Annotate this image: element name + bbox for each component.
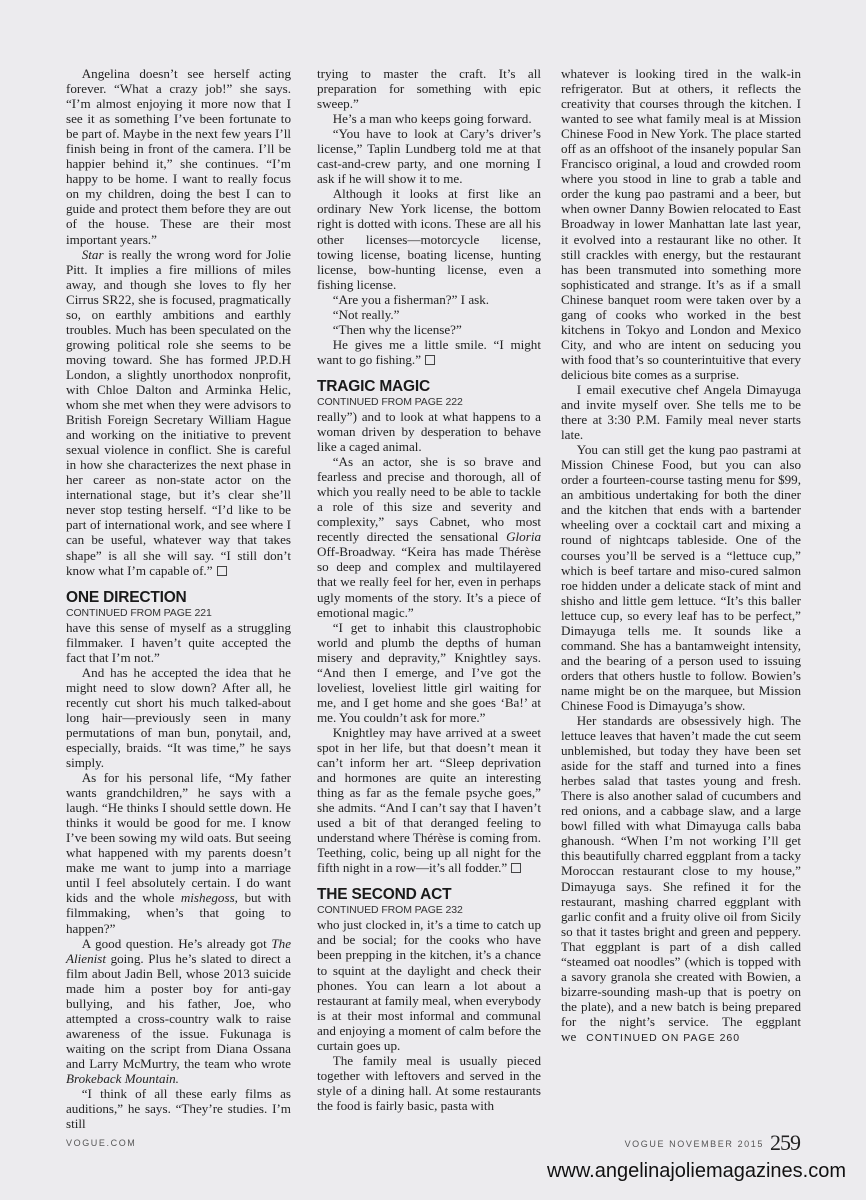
continued-from-label: CONTINUED FROM PAGE 232	[317, 904, 463, 917]
text-run: “Not really.”	[332, 306, 400, 322]
section-header	[317, 378, 541, 409]
paragraph	[317, 337, 541, 367]
end-mark-icon	[511, 863, 521, 873]
text-run: He gives me a little smile. “I might want to go fishing.”	[317, 336, 541, 367]
text-run: have this sense of myself as a struggling filmmaker. I haven’t quite accepted the fact that I’m not.”	[66, 619, 291, 665]
paragraph	[317, 307, 541, 322]
paragraph	[66, 1086, 291, 1131]
paragraph	[317, 454, 541, 620]
text-run: “Are you a fisherman?” I ask.	[332, 291, 490, 307]
paragraph	[317, 725, 541, 875]
italic-text-run: Star	[81, 246, 104, 262]
text-run: who just clocked in, it’s a time to catch up and be social; for the cooks who have been prepping in the kitchen, it’s a chance to squint at the daylight and check their phones. You can learn a lot about a restaurant at family meal, when everybody is at their most informal and communal and enjoying a moment of calm before the curtain goes up.	[317, 917, 541, 1053]
paragraph	[561, 66, 801, 382]
section-header	[317, 886, 541, 917]
text-run: “You have to look at Cary’s driver’s license,” Taplin Lundberg told me at that cast-and-crew party, and one morning I ask if he will show it to me.	[317, 126, 541, 187]
text-run: Her standards are obsessively high. The lettuce leaves that haven’t made the cut seem unblemished, but today they have been set aside for the staff and turned into a fines herbes salad that tastes young and fresh. There is also another salad of cucumbers and red onions, and a cabbage slaw, and a large bowl filled with what Dimayuga calls baba ghanoush. “When I’m not working I’ll get this beautifully charred eggplant from a tacky Moroccan restaurant close to my house,” Dimayuga says. She refined it for the restaurant, mashing charred eggplant with garlic confit and a fruity olive oil from Sicily so that it tastes bright and green and peppery. That eggplant is part of a dish called “steamed oat noodles” (which is topped with a savory granola she created with Bowien, a bizarre-sounding mash-up that is poetry on the plate), and a new batch is being prepared for the night’s service. The eggplant we	[561, 713, 801, 1044]
text-run: A good question. He’s already got	[81, 935, 272, 951]
text-run: The family meal is usually pieced together with leftovers and served in the style of a dining hall. At some restaurants the food is fairly basic, pasta with	[317, 1052, 541, 1113]
paragraph	[66, 620, 291, 665]
paragraph	[66, 66, 291, 247]
footer-website: VOGUE.COM	[66, 1138, 137, 1148]
section-title: THE SECOND ACT	[317, 886, 452, 904]
paragraph	[561, 442, 801, 713]
paragraph	[317, 1053, 541, 1113]
page-number: 259	[770, 1130, 800, 1155]
paragraph	[317, 292, 541, 307]
section-title: ONE DIRECTION	[66, 588, 187, 606]
watermark-url: www.angelinajoliemagazines.com	[546, 1160, 846, 1182]
section-title: TRAGIC MAGIC	[317, 377, 430, 395]
end-mark-icon	[425, 355, 435, 365]
text-run: trying to master the craft. It’s all preparation for something with epic sweep.”	[317, 66, 541, 112]
end-mark-icon	[217, 566, 227, 576]
paragraph	[66, 936, 291, 1086]
continued-on-label: CONTINUED ON PAGE 260	[586, 1032, 741, 1044]
text-run: Although it looks at first like an ordinary New York license, the bottom right is dotted with icons. These are all his other licenses—motorcycle license, towing license, boating license, hunting license, bow-hunting license, even a fishing license.	[317, 186, 541, 292]
text-run: As for his personal life, “My father wants grandchildren,” he says with a laugh. “He thinks I should settle down. He thinks it would be good for me. I know I’ve been sowing my wild oats. But seeing what happened with my parents doesn’t make me want to jump into a marriage until I feel absolutely certain. I do want kids and the whole	[66, 770, 291, 906]
text-run: “I think of all these early films as auditions,” he says. “They’re studies. I’m still	[66, 1086, 291, 1132]
paragraph	[317, 322, 541, 337]
text-run: going. Plus he’s slated to direct a film about Jadin Bell, whose 2013 suicide made him a poster boy for anti-gay bullying, and his father, Joe, who attempted a cross-country walk to raise awareness of the issue. Fukunaga is waiting on the script from Diana Ossana and Larry McMurtry, the team who wrote	[66, 950, 291, 1071]
article-column-1	[66, 66, 291, 1131]
italic-text-run: The Alienist	[66, 935, 291, 966]
italic-text-run: Gloria	[506, 529, 541, 545]
italic-text-run: mishegoss,	[180, 890, 238, 906]
article-column-3	[561, 66, 801, 1046]
continued-from-label: CONTINUED FROM PAGE 222	[317, 395, 463, 408]
paragraph	[66, 770, 291, 936]
text-run: really”) and to look at what happens to a woman driven by desperation to behave like a caged animal.	[317, 408, 541, 455]
text-run: but with filmmaking, when’s that going to happen?”	[66, 890, 291, 936]
issue-label: VOGUE NOVEMBER 2015	[624, 1139, 764, 1149]
paragraph	[317, 917, 541, 1052]
text-run: is really the wrong word for Jolie Pitt. It implies a fire millions of miles away, and though she loves to fly her Cirrus SR22, she is focused, pragmatically so, on earthly ambitions and earthly troubles. Much has been speculated on the growing political role she seems to be moving toward. She has formed JP.D.H London, a slightly unorthodox nonprofit, with Chloe Dalton and Arminka Helic, whom she met when they were advisors to British Foreign Secretary William Hague and working on the initiative to prevent sexual violence in conflict. She is careful in how she characterizes the next phase in her career as non-state actor on the international stage, but it’s clear she’ll never stop testing herself. “I’d like to be part of international work, and see where I can be useful, whatever way that takes shape” is all she will say. “I still don’t know what I’m capable of.”	[66, 246, 291, 578]
text-run: I email executive chef Angela Dimayuga and invite myself over. She tells me to be there at 3:30 P.M. Family meal never starts late.	[561, 381, 801, 443]
text-run: He’s a man who keeps going forward.	[332, 111, 532, 127]
paragraph	[317, 111, 541, 126]
text-run: whatever is looking tired in the walk-in refrigerator. But at others, it reflects the creativity that courses through the kitchen. I wanted to see what family meal is at Mission Chinese Food in New York. The place started off as an offshoot of the insanely popular San Francisco original, a loud and crowded room where you stood in line to grab a table and order the kung pao pastrami and a beer, but when owner Danny Bowien relocated to East Broadway in lower Manhattan late last year, it evolved into a restaurant like no other. It still crackles with energy, but the restaurant has been transmuted into something more sophisticated and strange. It’s as if a small Chinese banquet room were taken over by a gang of cooks who worked in the best kitchens in Tokyo and London and Mexico City, and who are intent on seducing you with food that’s so counterintuitive that every delicious bite comes as a surprise.	[561, 66, 801, 382]
paragraph	[317, 126, 541, 186]
text-run: Angelina doesn’t see herself acting forever. “What a crazy job!” she says. “I’m almost enjoying it more now that I see it as something I’ve been fortunate to be part of. Maybe in the next few years I’ll finish being in front of the camera. I’ll be happier behind it,” she continues. “I’m happy to be home. I want to really focus on my children, doing the best I can to guide and protect them before they are out of the house. These are their most important years.”	[66, 66, 291, 247]
continued-from-label: CONTINUED FROM PAGE 221	[66, 606, 212, 619]
footer-issue	[625, 1130, 800, 1156]
section-header	[66, 589, 291, 620]
paragraph	[317, 620, 541, 725]
paragraph	[66, 247, 291, 578]
text-run: Off-Broadway. “Keira has made Thérèse so deep and complex and multilayered that we really feel for her, even in perhaps ugly moments of the story. It’s a piece of emotional magic.”	[317, 544, 541, 620]
text-run: Knightley may have arrived at a sweet spot in her life, but that doesn’t mean it can’t inform her art. “Sleep deprivation and hormones are quite an interesting thing as far as the female psyche goes,” she admits. “And I can’t say that I haven’t used a bit of that deranged feeling to understand where Thérèse is coming from. Teething, colic, being up all night for the fifth night in a row—it’s all fodder.”	[317, 724, 541, 876]
text-run: “As an actor, she is so brave and fearless and precise and thorough, all of which you really need to be able to tackle a role of this size and severity and complexity,” says Cabnet, who most recently directed the sensational	[317, 454, 541, 545]
paragraph	[317, 409, 541, 454]
paragraph	[561, 382, 801, 442]
text-run: And has he accepted the idea that he might need to slow down? After all, he recently cut short his much talked-about long hair—previously seen in many permutations of man bun, ponytail, and, especially, braids. “It was time,” he says simply.	[66, 664, 291, 771]
paragraph	[561, 713, 801, 1046]
italic-text-run: Brokeback Mountain.	[66, 1071, 179, 1086]
article-column-2	[317, 66, 541, 1113]
paragraph	[317, 186, 541, 291]
text-run: “I get to inhabit this claustrophobic world and plumb the depths of human misery and depravity,” Knightley says. “And then I emerge, and I’ve got the loveliest, loveliest little girl waiting for me, and I get home and she goes ‘Ba!’ at me. You couldn’t ask for more.”	[317, 619, 541, 725]
paragraph	[66, 665, 291, 770]
text-run: “Then why the license?”	[332, 321, 462, 337]
paragraph	[317, 66, 541, 111]
text-run: You can still get the kung pao pastrami at Mission Chinese Food, but you can also order a fourteen-course tasting menu for $99, an ambitious undertaking for both the diner and the kitchen that ends with a bartender wheeling over a cocktail cart and mixing a round of nightcaps tableside. One of the courses you’ll be served is a “lettuce cup,” which is beef tartare and miso-cured salmon roe hidden under a delicate stack of mint and shisho and little gem lettuce. “It’s this baller lettuce cup, so every leaf has to be perfect,” Dimayuga tells me. It sounds like a command. She has a bantamweight intensity, and the bearing of a person used to issuing orders that others hustle to follow. Bowien’s name might be on the marquee, but Mission Chinese Food is Dimayuga’s show.	[561, 442, 801, 713]
